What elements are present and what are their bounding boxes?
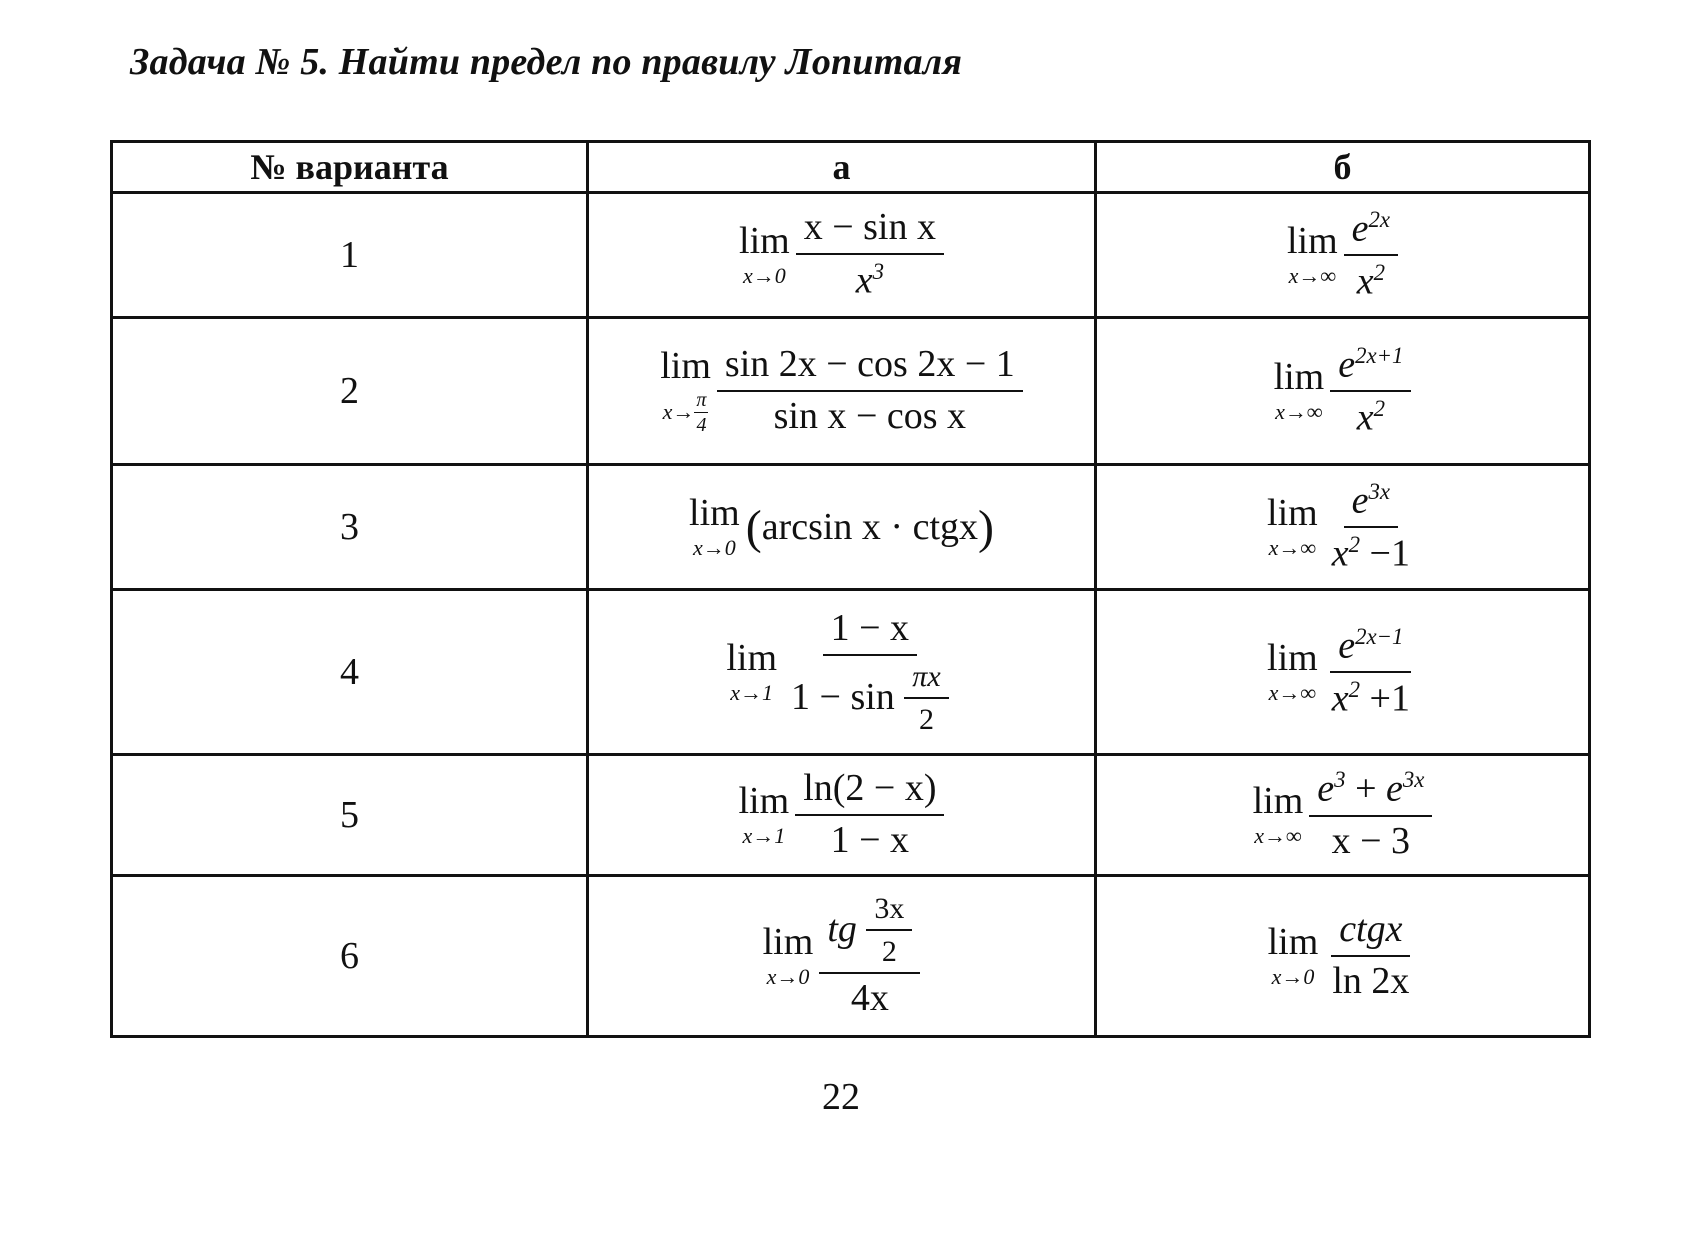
table-header-row: [112, 142, 1590, 193]
task-a: [588, 755, 1096, 876]
table-row: [112, 590, 1590, 755]
fraction: $\frac{\sin 2x - \cos 2x - 1}{\text{sin x − cos x}}$: [717, 344, 1023, 438]
limit-operator: lim x→1: [726, 636, 778, 705]
table-row: [112, 465, 1590, 590]
task-b: [1096, 755, 1590, 876]
fraction: $\frac{e^3 + e^{3x}}{x - 3}$: [1309, 767, 1432, 862]
variant-number: 2: [112, 318, 588, 465]
fraction: $\frac{e^{2x-1}}{x^2 +1}$: [1331, 623, 1410, 720]
fraction: $\frac{e^{2x}}{x^2}$: [1344, 207, 1398, 304]
task-b: [1096, 876, 1590, 1037]
header-variant: № варианта: [112, 142, 588, 193]
task-a: [588, 590, 1096, 755]
limit-operator: lim x→∞: [1267, 636, 1318, 705]
header-a: а: [588, 142, 1096, 193]
task-a: lim x→0 ( arcsin x · ctgx ): [588, 465, 1096, 590]
task-a: [588, 193, 1096, 318]
limit-operator: lim x→0: [739, 219, 790, 288]
page-title: Задача № 5. Найти предел по правилу Лопиталя: [130, 41, 963, 83]
fraction: tg $\frac{3x}{2}$ 4x: [819, 892, 920, 1020]
limit-operator: lim x→0: [689, 491, 740, 560]
header-b: б: [1096, 142, 1590, 193]
fraction: $\frac{\ln(2 - x)}{1 - x}$: [795, 768, 944, 862]
variant-number: 4: [112, 590, 588, 755]
fraction: 1 − x 1 − sin $\frac{\pi x}{2}$: [783, 608, 957, 736]
table-row: [112, 876, 1590, 1037]
variants-table: [110, 140, 1591, 1038]
limit-operator: lim x→∞: [1252, 779, 1304, 848]
variant-number: 3: [112, 465, 588, 590]
task-a: [588, 876, 1096, 1037]
table-row: [112, 318, 1590, 465]
task-b: [1096, 465, 1590, 590]
task-a: [588, 318, 1096, 465]
task-b: [1096, 590, 1590, 755]
table-row: [112, 193, 1590, 318]
limit-operator: lim x→∞: [1267, 491, 1318, 560]
fraction: $\frac{\text{x − sin x}}{x^3}$: [796, 207, 944, 302]
variant-number: 1: [112, 193, 588, 318]
limit-operator: lim x→∞: [1286, 219, 1338, 288]
limit-operator: lim x→ $\frac{\pi}{4}$: [660, 344, 711, 436]
limit-operator: lim x→0: [1267, 920, 1319, 989]
task-b: [1096, 193, 1590, 318]
fraction: $\frac{e^{3x}}{x^2 -1}$: [1331, 478, 1410, 575]
fraction: $\frac{\text{ctgx}}{\ln 2x}$: [1332, 908, 1410, 1002]
task-b: [1096, 318, 1590, 465]
fraction: $\frac{e^{2x+1}}{x^2}$: [1330, 343, 1411, 440]
page-number: 22: [822, 1076, 860, 1118]
variant-number: 5: [112, 755, 588, 876]
limit-operator: lim x→1: [738, 779, 790, 848]
table-row: [112, 755, 1590, 876]
limit-operator: lim x→0: [762, 920, 814, 989]
limit-operator: lim x→∞: [1273, 355, 1325, 424]
variant-number: 6: [112, 876, 588, 1037]
